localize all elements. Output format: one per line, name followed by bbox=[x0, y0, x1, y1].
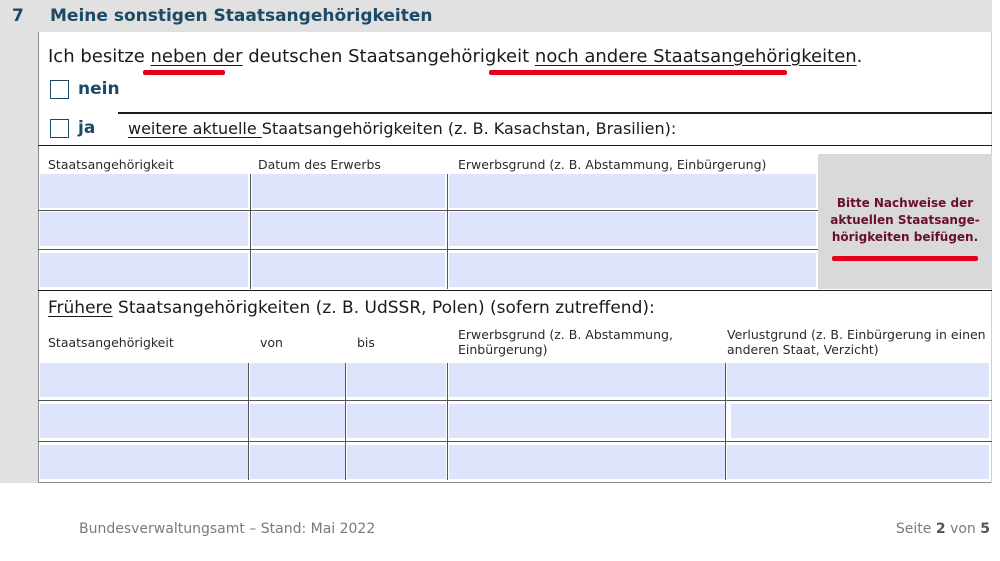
red-highlight-mark bbox=[832, 256, 978, 261]
nein-label: nein bbox=[78, 79, 120, 99]
former-col-header-to: bis bbox=[357, 335, 375, 350]
frame-left-border bbox=[38, 32, 39, 483]
current-nationality-field-2[interactable] bbox=[40, 212, 248, 246]
current-reason-field-1[interactable] bbox=[449, 174, 816, 208]
former-nationality-field-3[interactable] bbox=[40, 445, 248, 479]
current-reason-field-3[interactable] bbox=[449, 253, 816, 287]
column-divider bbox=[248, 363, 249, 480]
former-reason-field-1[interactable] bbox=[449, 363, 725, 397]
former-loss-field-2[interactable] bbox=[731, 404, 989, 438]
col-header-reason: Erwerbsgrund (z. B. Abstammung, Einbürgerung) bbox=[458, 157, 767, 172]
nein-checkbox[interactable] bbox=[50, 80, 69, 99]
former-nationalities-label: Frühere Staatsangehörigkeiten (z. B. UdSSR, Polen) (sofern zutreffend): bbox=[48, 298, 655, 318]
former-col-header-reason: Erwerbsgrund (z. B. Abstammung, Einbürgerung) bbox=[458, 327, 673, 357]
table-top-line bbox=[38, 145, 992, 146]
row-divider bbox=[38, 441, 992, 442]
section-number: 7 bbox=[12, 6, 24, 26]
former-from-field-1[interactable] bbox=[250, 363, 345, 397]
ja-checkbox[interactable] bbox=[50, 119, 69, 138]
former-col-header-loss: Verlustgrund (z. B. Einbürgerung in einen anderen Staat, Verzicht) bbox=[727, 327, 986, 357]
former-to-field-1[interactable] bbox=[347, 363, 446, 397]
current-date-field-3[interactable] bbox=[252, 253, 445, 287]
hint-text: Bitte Nachweise der aktuellen Staatsange- hörigkeiten beifügen. bbox=[830, 196, 980, 244]
left-margin-band bbox=[0, 32, 38, 483]
former-from-field-3[interactable] bbox=[250, 445, 345, 479]
former-loss-field-3[interactable] bbox=[727, 445, 989, 479]
former-reason-field-2[interactable] bbox=[449, 404, 725, 438]
former-reason-field-3[interactable] bbox=[449, 445, 725, 479]
question-underline-1: neben der bbox=[150, 46, 243, 67]
column-divider bbox=[447, 363, 448, 480]
column-divider bbox=[447, 174, 448, 289]
footer-issuer: Bundesverwaltungsamt – Stand: Mai 2022 bbox=[79, 521, 376, 537]
page-number: Seite 2 von 5 bbox=[895, 521, 990, 537]
row-divider bbox=[38, 400, 992, 401]
col-header-nationality: Staatsangehörigkeit bbox=[48, 157, 174, 172]
row-divider bbox=[38, 210, 818, 211]
current-nationality-field-1[interactable] bbox=[40, 174, 248, 208]
column-divider bbox=[250, 174, 251, 289]
section-title: Meine sonstigen Staatsangehörigkeiten bbox=[50, 6, 433, 26]
red-highlight-mark bbox=[489, 70, 787, 75]
former-to-field-2[interactable] bbox=[347, 404, 446, 438]
current-date-field-1[interactable] bbox=[252, 174, 445, 208]
current-nationalities-label: weitere aktuelle Staatsangehörigkeiten (z. B. Kasachstan, Brasilien): bbox=[128, 119, 677, 138]
question-underline-2: noch andere Staatsangehörigkeiten bbox=[534, 46, 857, 67]
former-from-field-2[interactable] bbox=[250, 404, 345, 438]
current-reason-field-2[interactable] bbox=[449, 212, 816, 246]
frame-bottom-border bbox=[38, 482, 992, 483]
col-header-date: Datum des Erwerbs bbox=[258, 157, 381, 172]
former-loss-field-1[interactable] bbox=[727, 363, 989, 397]
former-nationality-field-1[interactable] bbox=[40, 363, 248, 397]
ja-label: ja bbox=[78, 118, 96, 138]
column-divider bbox=[725, 363, 726, 480]
former-nationality-field-2[interactable] bbox=[40, 404, 248, 438]
option-separator bbox=[118, 112, 992, 114]
former-col-header-nationality: Staatsangehörigkeit bbox=[48, 335, 174, 350]
red-highlight-mark bbox=[143, 70, 225, 75]
current-nationality-field-3[interactable] bbox=[40, 253, 248, 287]
former-col-header-from: von bbox=[260, 335, 283, 350]
former-to-field-3[interactable] bbox=[347, 445, 446, 479]
question-text: Ich besitze neben der deutschen Staatsangehörigkeit noch andere Staatsangehörigkeiten. bbox=[48, 46, 863, 67]
table-divider-line bbox=[38, 290, 992, 291]
current-date-field-2[interactable] bbox=[252, 212, 445, 246]
column-divider bbox=[345, 363, 346, 480]
row-divider bbox=[38, 249, 818, 250]
